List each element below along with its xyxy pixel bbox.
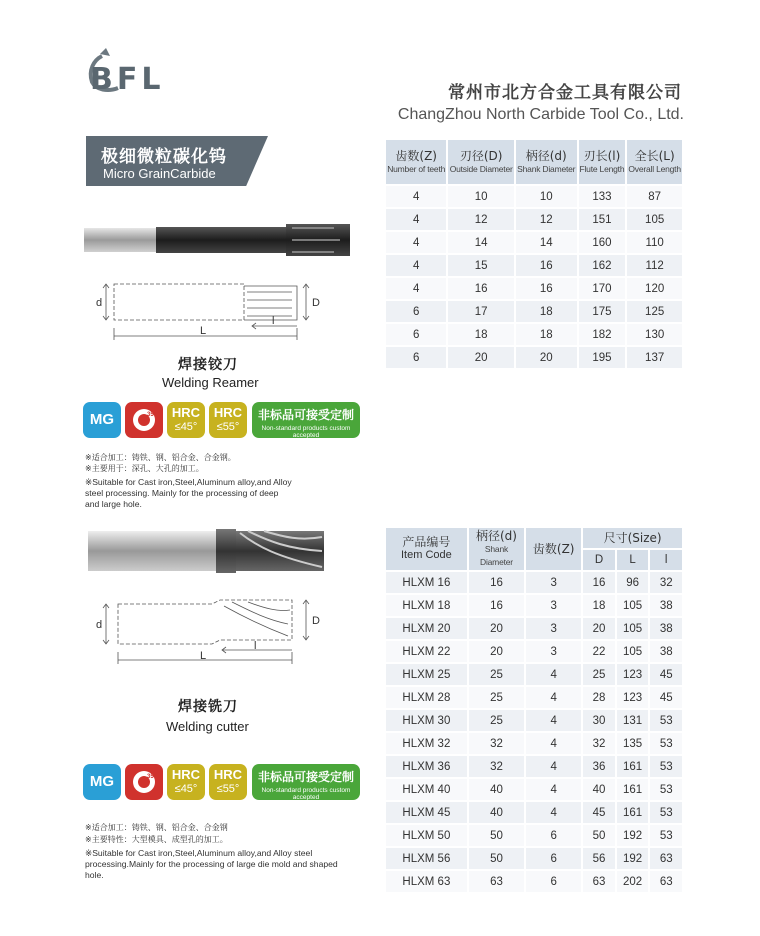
header-col-4: 全长(L) Overall Length (627, 140, 682, 184)
table-cell: 45 (583, 802, 615, 823)
dim-d-label: d (96, 619, 103, 631)
header-col-2: 柄径(d) Shank Diameter (516, 140, 577, 184)
table-cell: 36 (583, 756, 615, 777)
cutter-caption-en: Welding cutter (166, 719, 249, 734)
welding-cutter-photo (88, 527, 328, 577)
table-cell: HLXM 25 (386, 664, 467, 685)
table-cell: 4 (526, 756, 581, 777)
header-shank: 柄径(d) Shank Diameter (469, 528, 524, 570)
table-cell: 192 (617, 825, 649, 846)
mg-badge: MG (83, 402, 121, 438)
table-cell: 4 (526, 733, 581, 754)
table-cell: 63 (650, 871, 682, 892)
mg-badge: MG (83, 764, 121, 800)
table-cell: 45 (650, 664, 682, 685)
table-cell: 50 (583, 825, 615, 846)
table-cell: 15 (448, 255, 514, 276)
table-cell: 18 (516, 324, 577, 345)
table-cell: 14 (448, 232, 514, 253)
dim-L-label: L (200, 325, 207, 337)
table-cell: 40 (583, 779, 615, 800)
company-name-cn: 常州市北方合金工具有限公司 (448, 83, 682, 103)
table-cell: 10 (516, 186, 577, 207)
table-cell: HLXM 30 (386, 710, 467, 731)
table-row (386, 572, 682, 593)
table-cell: 151 (579, 209, 626, 230)
cutter-note-cn-2: ※主要特性：大型模具、成型孔的加工。 (85, 835, 228, 844)
table-row (386, 756, 682, 777)
table-cell: HLXM 18 (386, 595, 467, 616)
table-cell: 120 (627, 278, 682, 299)
table-cell: 96 (617, 572, 649, 593)
table-row (386, 802, 682, 823)
table-cell: 161 (617, 756, 649, 777)
table-cell: 20 (583, 618, 615, 639)
table-cell: HLXM 40 (386, 779, 467, 800)
table-cell: 4 (526, 687, 581, 708)
dim-D-label: D (312, 297, 320, 309)
table-cell: 45 (650, 687, 682, 708)
table-row (386, 871, 682, 892)
table-cell: 162 (579, 255, 626, 276)
reamer-note-cn-1: ※适合加工：铸铁、钢、铝合金、合金钢。 (85, 453, 236, 462)
table-row (386, 595, 682, 616)
header-col-3: 刃长(l) Flute Length (579, 140, 626, 184)
table-cell: 192 (617, 848, 649, 869)
table-cell: 53 (650, 779, 682, 800)
table-cell: 4 (386, 232, 446, 253)
table-cell: 25 (469, 687, 524, 708)
hrc45-badge: HRC ≤45° (167, 764, 205, 800)
table-cell: HLXM 36 (386, 756, 467, 777)
table-cell: HLXM 16 (386, 572, 467, 593)
table-cell: 18 (583, 595, 615, 616)
table-row (386, 209, 682, 230)
table-cell: 110 (627, 232, 682, 253)
helix-angle-icon (125, 764, 163, 800)
table-cell: 6 (386, 324, 446, 345)
table-cell: 32 (469, 756, 524, 777)
table-row (386, 347, 682, 368)
table-cell: 3 (526, 595, 581, 616)
table-cell: 182 (579, 324, 626, 345)
table-cell: 53 (650, 756, 682, 777)
svg-text:35°: 35° (147, 412, 157, 418)
reamer-caption-cn: 焊接铰刀 (178, 357, 238, 373)
table-row (386, 848, 682, 869)
table-cell: 130 (627, 324, 682, 345)
table-cell: 32 (650, 572, 682, 593)
header-item-code: 产品编号 Item Code (386, 528, 467, 570)
cutter-note-cn-1: ※适合加工：铸铁、钢、铝合金、合金钢 (85, 823, 228, 832)
custom-badge: 非标品可接受定制 Non-standard products custom accepted (252, 402, 360, 438)
header-l: l (650, 550, 682, 570)
cutter-caption-cn: 焊接铣刀 (178, 699, 238, 715)
table-cell: 4 (386, 278, 446, 299)
table-row (386, 687, 682, 708)
table-row (386, 618, 682, 639)
table-cell: 6 (526, 871, 581, 892)
table-cell: 32 (469, 733, 524, 754)
table-cell: 4 (526, 664, 581, 685)
welding-reamer-photo (84, 222, 354, 258)
table-cell: 6 (386, 347, 446, 368)
svg-text:35°: 35° (147, 774, 157, 780)
table-cell: 105 (617, 641, 649, 662)
table-cell: 6 (526, 848, 581, 869)
hrc45-badge: HRC ≤45° (167, 402, 205, 438)
table-cell: 6 (526, 825, 581, 846)
table-cell: 161 (617, 802, 649, 823)
table-cell: HLXM 32 (386, 733, 467, 754)
table-row (386, 710, 682, 731)
dim-D-label: D (312, 615, 320, 627)
table-cell: HLXM 45 (386, 802, 467, 823)
table-cell: 20 (448, 347, 514, 368)
table-cell: 18 (448, 324, 514, 345)
header-L: L (617, 550, 649, 570)
table-cell: 160 (579, 232, 626, 253)
table-cell: 125 (627, 301, 682, 322)
table-row (386, 301, 682, 322)
banner-title-cn: 极细微粒碳化钨 (101, 147, 227, 167)
table-cell: 170 (579, 278, 626, 299)
table-cell: 131 (617, 710, 649, 731)
hrc55-badge: HRC ≤55° (209, 402, 247, 438)
table-cell: 137 (627, 347, 682, 368)
table-cell: 105 (617, 618, 649, 639)
table-cell: 20 (469, 641, 524, 662)
table-cell: 12 (448, 209, 514, 230)
table-cell: 16 (583, 572, 615, 593)
table-cell: 16 (516, 278, 577, 299)
table-row (386, 324, 682, 345)
table-cell: 25 (469, 664, 524, 685)
table-row (386, 779, 682, 800)
header-col-1: 刃径(D) Outside Diameter (448, 140, 514, 184)
table-cell: 123 (617, 664, 649, 685)
table-cell: HLXM 56 (386, 848, 467, 869)
table-row (386, 641, 682, 662)
table-cell: 202 (617, 871, 649, 892)
helix-angle-badge (125, 764, 163, 800)
cutter-note-en: ※Suitable for Cast iron,Steel,Aluminum alloy,and Alloy steel processing.Mainly for the processing of large die mold and shaped hole. (85, 848, 338, 880)
table-cell: 105 (627, 209, 682, 230)
table-cell: 195 (579, 347, 626, 368)
table-cell: 40 (469, 779, 524, 800)
table-cell: HLXM 20 (386, 618, 467, 639)
table-row (386, 733, 682, 754)
table-cell: 53 (650, 733, 682, 754)
hrc55-badge: HRC ≤55° (209, 764, 247, 800)
table-cell: 53 (650, 710, 682, 731)
table-cell: 175 (579, 301, 626, 322)
table-cell: 87 (627, 186, 682, 207)
table-cell: 16 (516, 255, 577, 276)
table-cell: 3 (526, 572, 581, 593)
reamer-caption-en: Welding Reamer (162, 375, 259, 390)
table-row (386, 186, 682, 207)
table-cell: 20 (516, 347, 577, 368)
table-cell: 38 (650, 595, 682, 616)
table-cell: 63 (650, 848, 682, 869)
table-cell: 135 (617, 733, 649, 754)
helix-angle-badge (125, 402, 163, 438)
table-cell: 10 (448, 186, 514, 207)
table-cell: 161 (617, 779, 649, 800)
table-cell: 16 (448, 278, 514, 299)
table-row (386, 232, 682, 253)
table-cell: 22 (583, 641, 615, 662)
table-cell: HLXM 28 (386, 687, 467, 708)
table-cell: 4 (526, 802, 581, 823)
table-cell: 30 (583, 710, 615, 731)
table-row (386, 664, 682, 685)
table-cell: 16 (469, 572, 524, 593)
table-cell: 123 (617, 687, 649, 708)
table-cell: 50 (469, 825, 524, 846)
table-cell: 4 (386, 186, 446, 207)
table-cell: 3 (526, 618, 581, 639)
table-cell: 50 (469, 848, 524, 869)
table-cell: HLXM 50 (386, 825, 467, 846)
welding-reamer-drawing (92, 278, 332, 350)
table-cell: 53 (650, 825, 682, 846)
table-row (386, 278, 682, 299)
table-cell: 105 (617, 595, 649, 616)
table-cell: 63 (469, 871, 524, 892)
welding-cutter-drawing (92, 596, 332, 670)
table-cell: 3 (526, 641, 581, 662)
table-cell: 112 (627, 255, 682, 276)
dim-l-label: l (272, 315, 275, 327)
table-cell: 14 (516, 232, 577, 253)
table-cell: 32 (583, 733, 615, 754)
dim-L-label: L (200, 650, 207, 662)
table-cell: 4 (386, 209, 446, 230)
table-cell: 63 (583, 871, 615, 892)
header-teeth: 齿数(Z) (526, 528, 581, 570)
header-col-0: 齿数(Z) Number of teeth (386, 140, 446, 184)
table-cell: HLXM 22 (386, 641, 467, 662)
reamer-spec-table (384, 138, 684, 370)
table-cell: 28 (583, 687, 615, 708)
table-cell: 40 (469, 802, 524, 823)
table-row (386, 825, 682, 846)
table-cell: 4 (526, 710, 581, 731)
table-row (386, 255, 682, 276)
table-cell: 38 (650, 641, 682, 662)
table-cell: 12 (516, 209, 577, 230)
dim-l-label: l (254, 640, 257, 652)
header-size: 尺寸(Size) (583, 528, 682, 548)
banner-title-en: Micro GrainCarbide (103, 166, 216, 181)
helix-angle-icon (125, 402, 163, 438)
dim-d-label: d (96, 297, 103, 309)
table-cell: 16 (469, 595, 524, 616)
table-cell: HLXM 63 (386, 871, 467, 892)
company-name-en: ChangZhou North Carbide Tool Co., Ltd. (397, 106, 684, 123)
reamer-note-cn-2: ※主要用于：深孔、大孔的加工。 (85, 464, 204, 473)
header-D: D (583, 550, 615, 570)
reamer-note-en: ※Suitable for Cast iron,Steel,Aluminum alloy,and Alloy steel processing. Mainly for the processing of deep and large hole. (85, 477, 292, 509)
table-cell: 133 (579, 186, 626, 207)
table-cell: 18 (516, 301, 577, 322)
table-cell: 4 (386, 255, 446, 276)
table-cell: 25 (469, 710, 524, 731)
table-cell: 20 (469, 618, 524, 639)
logo-text: BFL (90, 62, 165, 97)
table-cell: 6 (386, 301, 446, 322)
table-cell: 38 (650, 618, 682, 639)
custom-badge: 非标品可接受定制 Non-standard products custom accepted (252, 764, 360, 800)
table-cell: 56 (583, 848, 615, 869)
table-cell: 4 (526, 779, 581, 800)
table-cell: 25 (583, 664, 615, 685)
table-cell: 53 (650, 802, 682, 823)
cutter-spec-table (384, 526, 684, 894)
table-cell: 17 (448, 301, 514, 322)
